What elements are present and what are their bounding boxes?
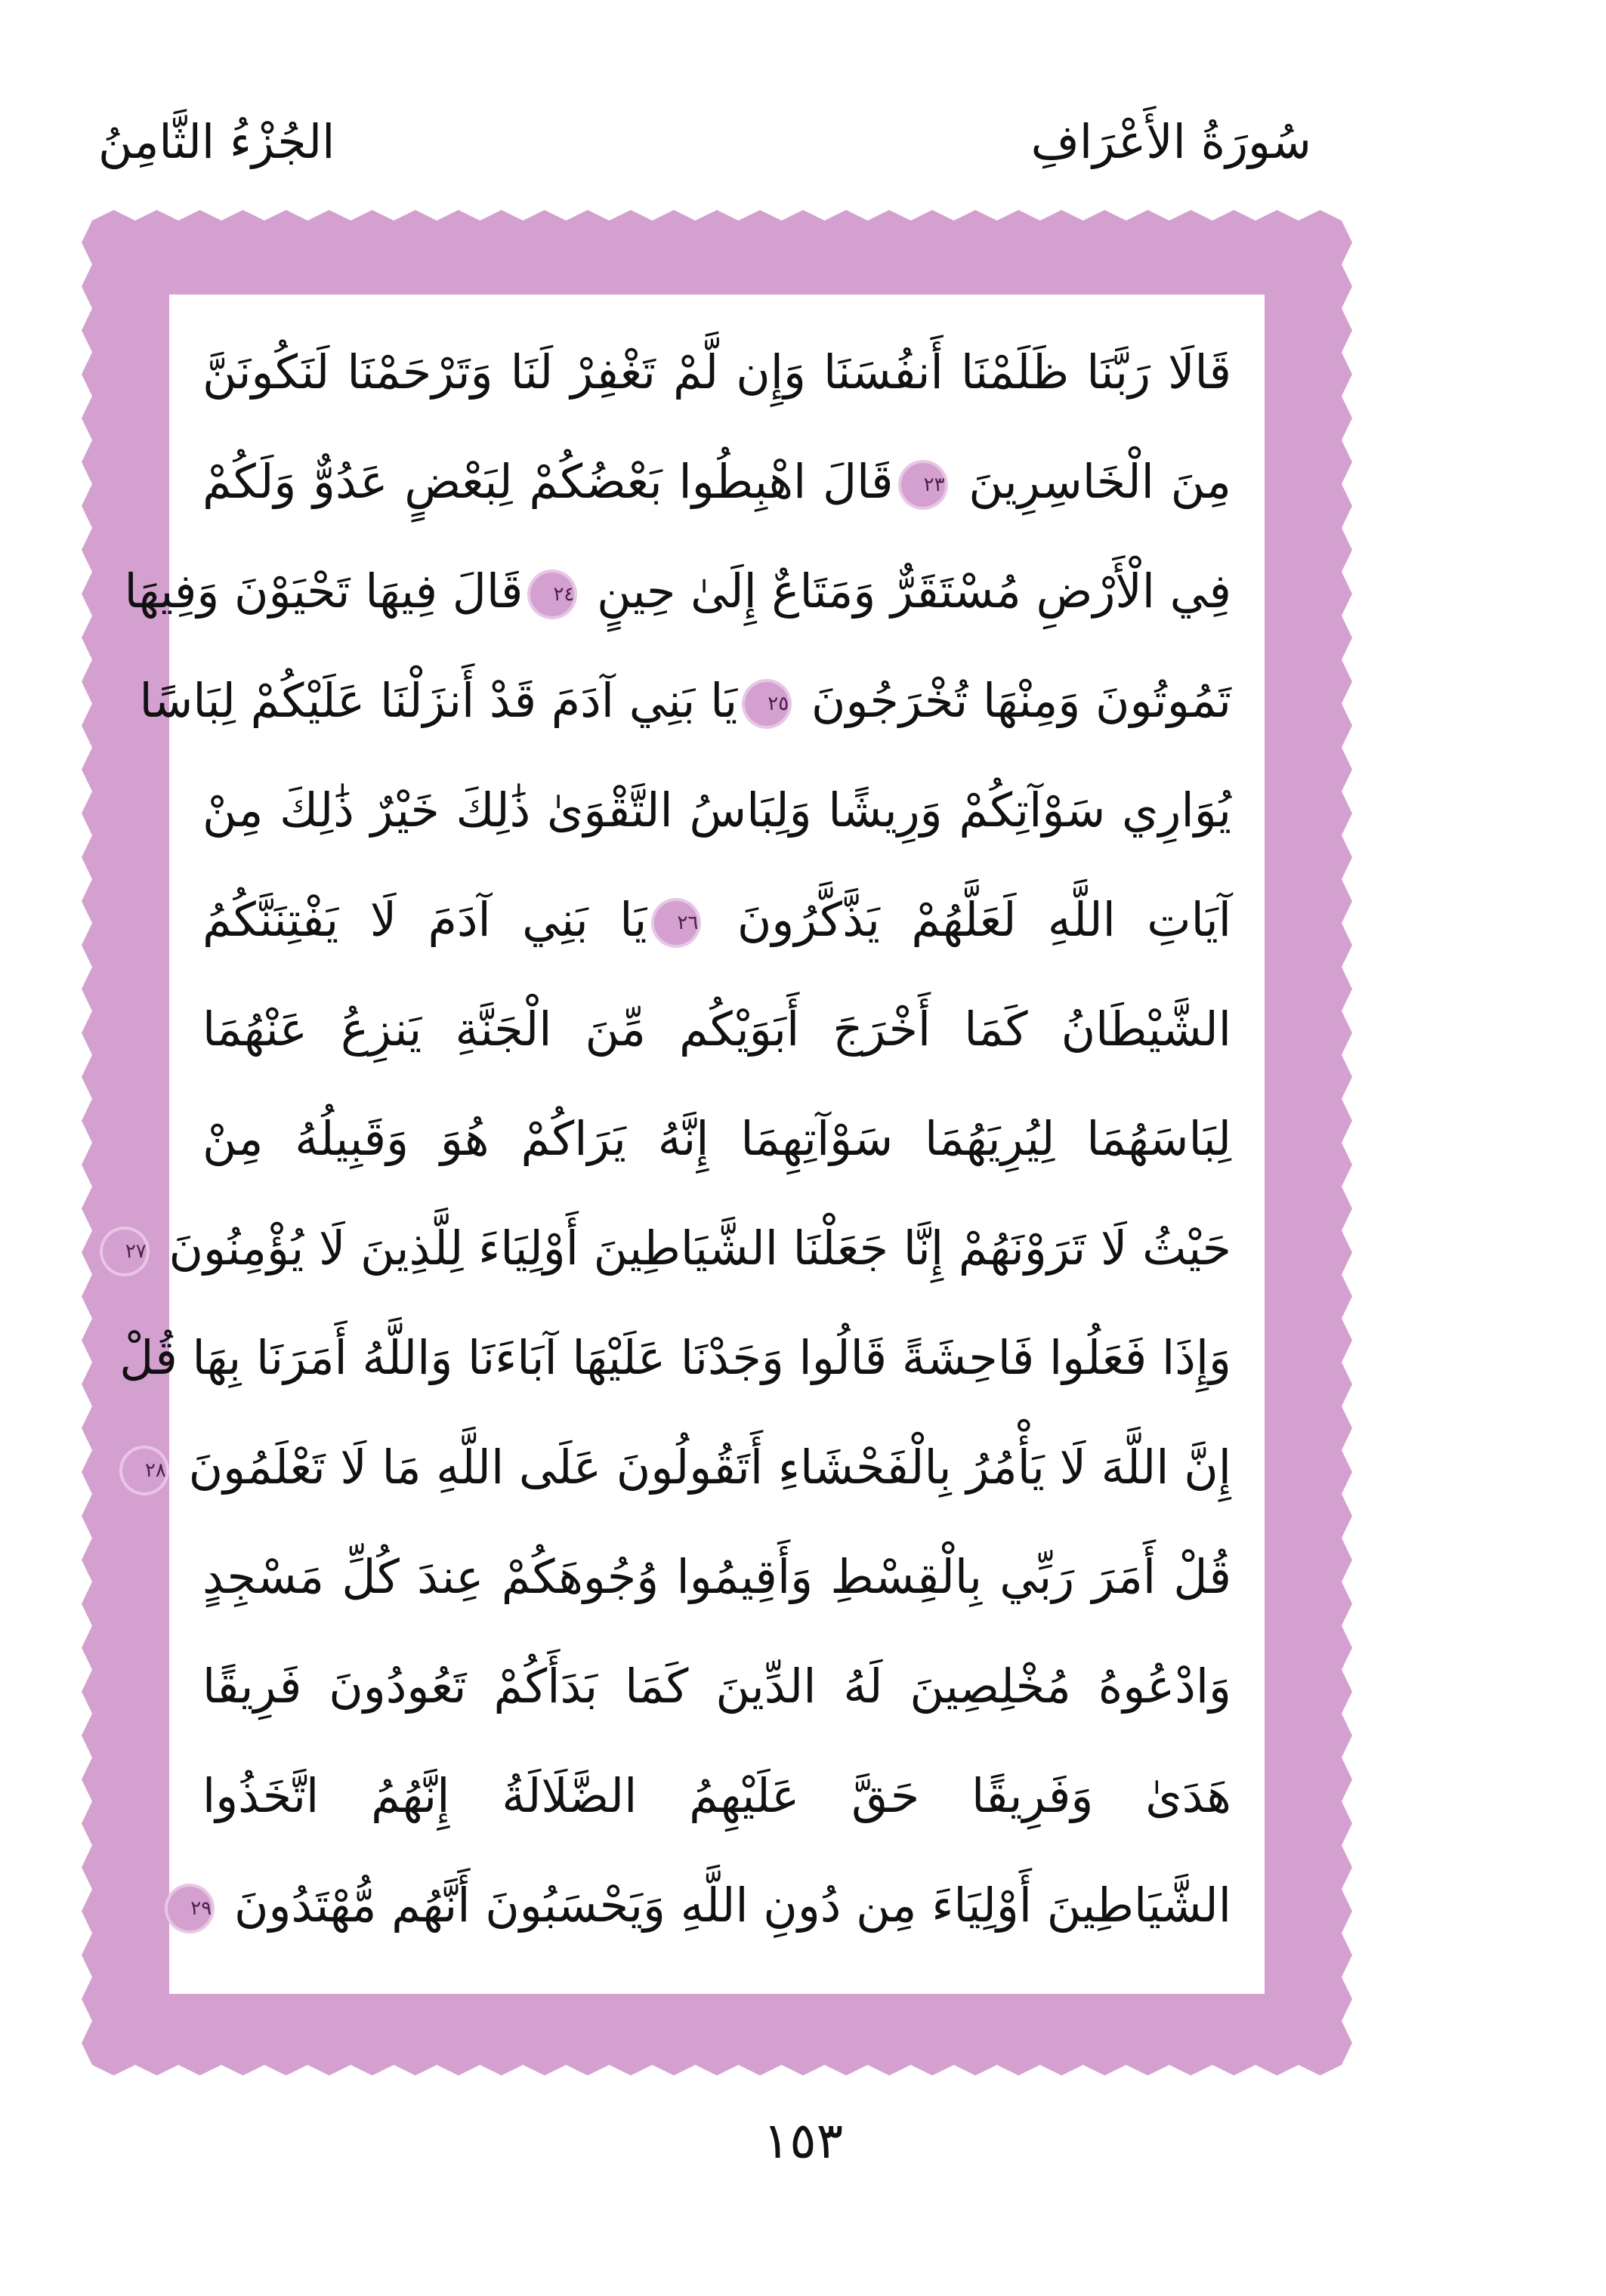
text-line bbox=[202, 1522, 1231, 1631]
verse-text: هَدَىٰ وَفَرِيقًا حَقَّ عَلَيْهِمُ الضَّلَالَةُ إِنَّهُمُ اتَّخَذُوا bbox=[202, 1768, 1231, 1823]
text-line bbox=[202, 317, 1231, 427]
text-line bbox=[202, 427, 1231, 536]
ayah-number-marker: ٢٩ bbox=[168, 1887, 212, 1930]
text-line bbox=[190, 1850, 1231, 1960]
verse-text: إِنَّ اللَّهَ لَا يَأْمُرُ بِالْفَحْشَاءِ أَتَقُولُونَ عَلَى اللَّهِ مَا لَا تَعْلَمُونَ bbox=[173, 1440, 1231, 1495]
verse-text: قَالَ اهْبِطُوا بَعْضُكُمْ لِبَعْضٍ عَدُوٌّ وَلَكُمْ bbox=[202, 454, 894, 509]
text-line bbox=[202, 1741, 1231, 1850]
verse-text: فِي الْأَرْضِ مُسْتَقَرٌّ وَمَتَاعٌ إِلَىٰ حِينٍ bbox=[582, 563, 1231, 619]
verse-text: قَالَ فِيهَا تَحْيَوْنَ وَفِيهَا bbox=[124, 563, 523, 619]
text-line bbox=[119, 1303, 1231, 1412]
text-line bbox=[202, 755, 1231, 865]
ayah-number-marker: ٢٥ bbox=[745, 682, 789, 726]
surah-title: سُورَةُ الأَعْرَافِ bbox=[1030, 114, 1311, 169]
text-line bbox=[124, 536, 1231, 646]
verse-text: يَا بَنِي آدَمَ قَدْ أَنزَلْنَا عَلَيْكُمْ لِبَاسًا bbox=[139, 673, 738, 728]
text-line bbox=[202, 865, 1231, 974]
page-number: ١٥٣ bbox=[762, 2112, 844, 2170]
verse-text: قُلْ أَمَرَ رَبِّي بِالْقِسْطِ وَأَقِيمُوا وُجُوهَكُمْ عِندَ كُلِّ مَسْجِدٍ bbox=[202, 1549, 1231, 1604]
verse-text: مِنَ الْخَاسِرِينَ bbox=[952, 454, 1231, 509]
text-line bbox=[202, 974, 1231, 1084]
text-line bbox=[202, 1631, 1231, 1741]
verse-text: يَا بَنِي آدَمَ لَا يَفْتِنَنَّكُمُ bbox=[202, 892, 647, 947]
verse-text: حَيْثُ لَا تَرَوْنَهُمْ إِنَّا جَعَلْنَا الشَّيَاطِينَ أَوْلِيَاءَ لِلَّذِينَ لَا يُؤْمِنُونَ bbox=[153, 1221, 1231, 1276]
ayah-number-marker: ٢٣ bbox=[901, 463, 945, 507]
text-line bbox=[144, 1412, 1231, 1522]
verse-text: لِبَاسَهُمَا لِيُرِيَهُمَا سَوْآتِهِمَا إِنَّهُ يَرَاكُمْ هُوَ وَقَبِيلُهُ مِنْ bbox=[202, 1111, 1231, 1166]
verse-text: وَادْعُوهُ مُخْلِصِينَ لَهُ الدِّينَ كَمَا بَدَأَكُمْ تَعُودُونَ فَرِيقًا bbox=[202, 1659, 1231, 1714]
text-line bbox=[202, 1084, 1231, 1193]
verse-text: الشَّيَاطِينَ أَوْلِيَاءَ مِن دُونِ اللَّهِ وَيَحْسَبُونَ أَنَّهُم مُّهْتَدُونَ bbox=[219, 1878, 1231, 1933]
verse-text: آيَاتِ اللَّهِ لَعَلَّهُمْ يَذَّكَّرُونَ bbox=[706, 892, 1231, 947]
ayah-number-marker: ٢٦ bbox=[654, 901, 698, 945]
verse-text: تَمُوتُونَ وَمِنْهَا تُخْرَجُونَ bbox=[796, 673, 1231, 728]
ayah-number-marker: ٢٨ bbox=[122, 1449, 166, 1492]
verse-text: يُوَارِي سَوْآتِكُمْ وَرِيشًا وَلِبَاسُ التَّقْوَىٰ ذَٰلِكَ خَيْرٌ ذَٰلِكَ مِنْ bbox=[202, 782, 1231, 838]
ayah-number-marker: ٢٧ bbox=[103, 1230, 147, 1273]
verse-text: الشَّيْطَانُ كَمَا أَخْرَجَ أَبَوَيْكُم مِّنَ الْجَنَّةِ يَنزِعُ عَنْهُمَا bbox=[202, 1001, 1231, 1057]
verse-text: قَالَا رَبَّنَا ظَلَمْنَا أَنفُسَنَا وَإِن لَّمْ تَغْفِرْ لَنَا وَتَرْحَمْنَا لَنَكُونَنَّ bbox=[202, 344, 1231, 400]
text-line bbox=[139, 646, 1231, 755]
text-line bbox=[125, 1193, 1231, 1303]
ayah-number-marker: ٢٤ bbox=[530, 572, 574, 616]
verse-text: وَإِذَا فَعَلُوا فَاحِشَةً قَالُوا وَجَدْنَا عَلَيْهَا آبَاءَنَا وَاللَّهُ أَمَرَنَا بِهَا قُلْ bbox=[119, 1330, 1231, 1385]
juz-title: الجُزْءُ الثَّامِنُ bbox=[98, 114, 335, 169]
quran-text-body bbox=[119, 317, 1231, 1960]
